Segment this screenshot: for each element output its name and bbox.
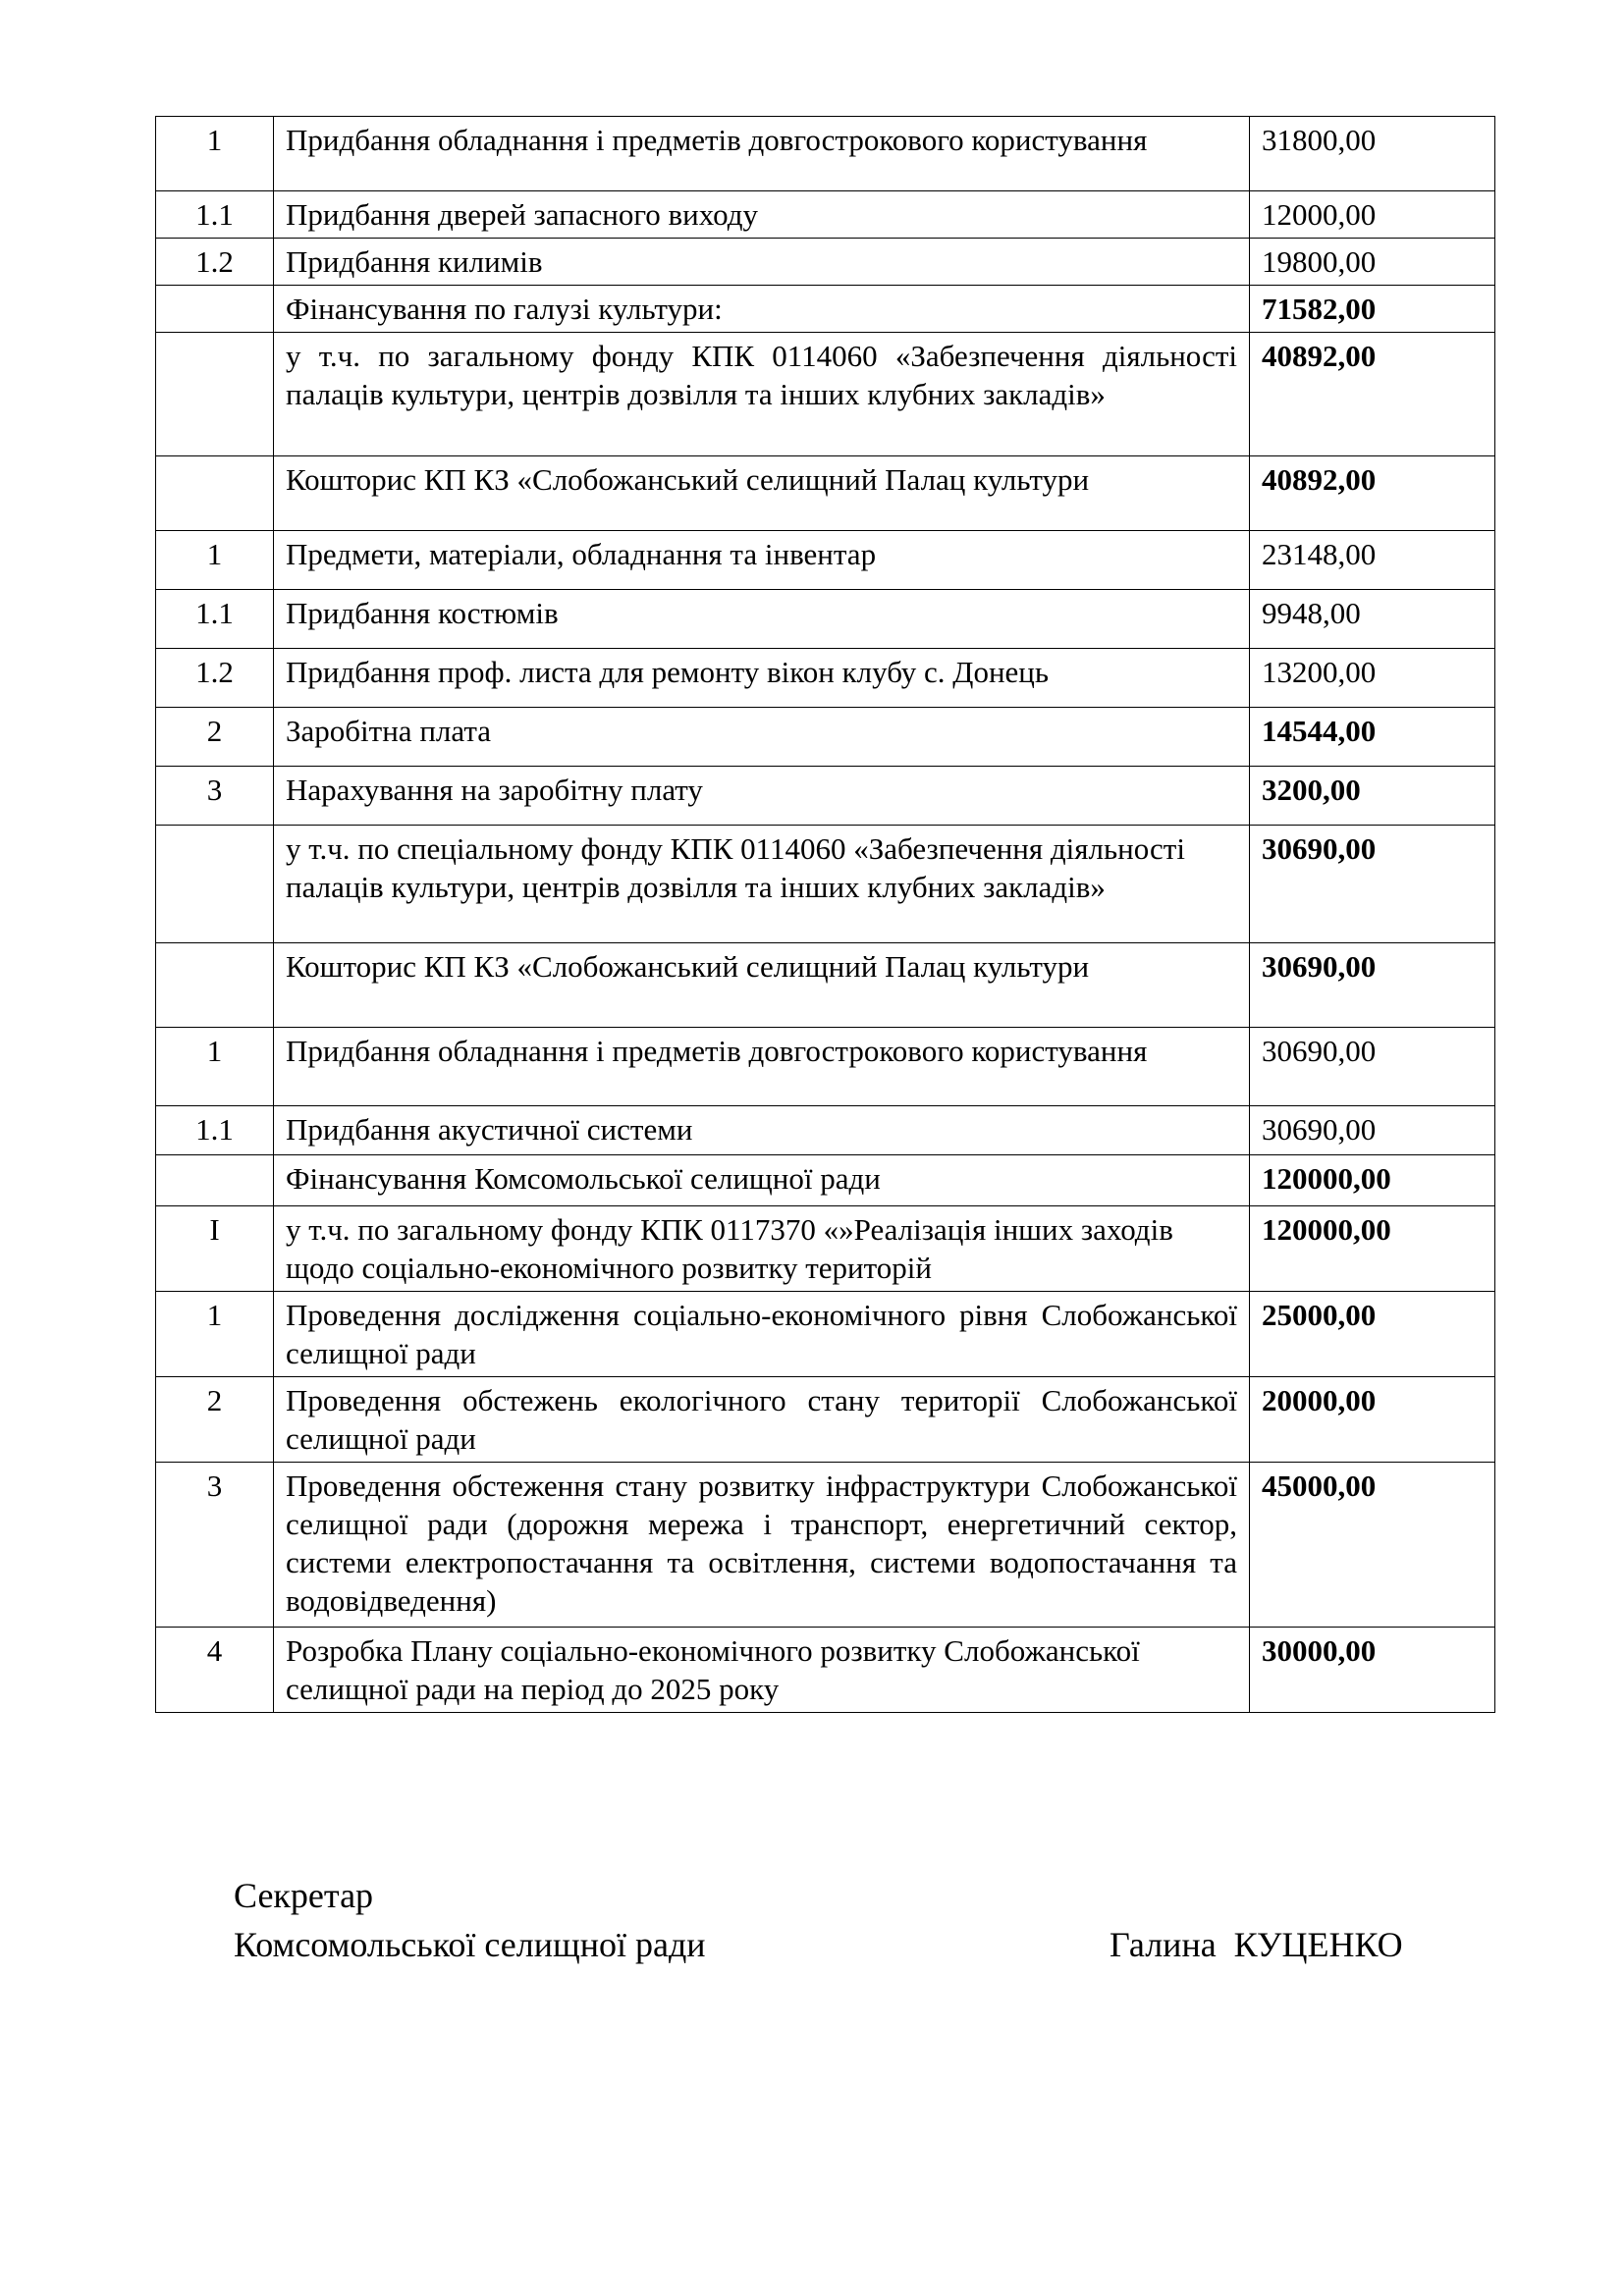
- amount-cell: 19800,00: [1250, 239, 1495, 286]
- description-cell: Придбання акустичної системи: [274, 1106, 1250, 1155]
- table-row: [156, 943, 1495, 1028]
- amount-cell: 120000,00: [1250, 1206, 1495, 1292]
- description-cell: Придбання килимів: [274, 239, 1250, 286]
- table-row: [156, 767, 1495, 826]
- amount-cell: 45000,00: [1250, 1463, 1495, 1628]
- row-number-cell: 1.1: [156, 590, 274, 649]
- description-cell: Розробка Плану соціально-економічного розвитку Слобожанської селищної ради на період до 2025 року: [274, 1628, 1250, 1713]
- budget-table: [155, 116, 1495, 1713]
- amount-cell: 3200,00: [1250, 767, 1495, 826]
- description-cell: Придбання костюмів: [274, 590, 1250, 649]
- table-row: [156, 191, 1495, 239]
- row-number-cell: 1: [156, 1028, 274, 1106]
- amount-cell: 30690,00: [1250, 1028, 1495, 1106]
- amount-cell: 30690,00: [1250, 826, 1495, 943]
- signer-name: Галина КУЦЕНКО: [1110, 1925, 1403, 1964]
- description-cell: Нарахування на заробітну плату: [274, 767, 1250, 826]
- signature-title-line1: Секретар: [234, 1876, 374, 1915]
- amount-cell: 30690,00: [1250, 1106, 1495, 1155]
- amount-cell: 31800,00: [1250, 117, 1495, 191]
- table-row: [156, 333, 1495, 456]
- description-cell: Кошторис КП КЗ «Слобожанський селищний Палац культури: [274, 943, 1250, 1028]
- amount-cell: 14544,00: [1250, 708, 1495, 767]
- row-number-cell: 1: [156, 531, 274, 590]
- amount-cell: 71582,00: [1250, 286, 1495, 333]
- amount-cell: 40892,00: [1250, 456, 1495, 531]
- description-cell: Фінансування Комсомольської селищної ради: [274, 1155, 1250, 1206]
- table-row: [156, 1628, 1495, 1713]
- amount-cell: 12000,00: [1250, 191, 1495, 239]
- description-cell: у т.ч. по загальному фонду КПК 0117370 «»Реалізація інших заходів щодо соціально-економічного розвитку територій: [274, 1206, 1250, 1292]
- description-cell: у т.ч. по загальному фонду КПК 0114060 «Забезпечення діяльності палаців культури, центрів дозвілля та інших клубних закладів»: [274, 333, 1250, 456]
- row-number-cell: 2: [156, 708, 274, 767]
- table-row: [156, 117, 1495, 191]
- row-number-cell: [156, 333, 274, 456]
- row-number-cell: I: [156, 1206, 274, 1292]
- row-number-cell: 1: [156, 1292, 274, 1377]
- table-row: [156, 531, 1495, 590]
- table-row: [156, 1377, 1495, 1463]
- amount-cell: 25000,00: [1250, 1292, 1495, 1377]
- budget-table-body: [156, 117, 1495, 1713]
- table-row: [156, 239, 1495, 286]
- description-cell: Придбання обладнання і предметів довгострокового користування: [274, 1028, 1250, 1106]
- description-cell: Проведення дослідження соціально-економічного рівня Слобожанської селищної ради: [274, 1292, 1250, 1377]
- description-cell: Заробітна плата: [274, 708, 1250, 767]
- signature-title-line2: Комсомольської селищної ради: [234, 1925, 706, 1964]
- table-row: [156, 1155, 1495, 1206]
- amount-cell: 13200,00: [1250, 649, 1495, 708]
- amount-cell: 40892,00: [1250, 333, 1495, 456]
- row-number-cell: 1.1: [156, 191, 274, 239]
- amount-cell: 20000,00: [1250, 1377, 1495, 1463]
- description-cell: Фінансування по галузі культури:: [274, 286, 1250, 333]
- table-row: [156, 1292, 1495, 1377]
- table-row: [156, 286, 1495, 333]
- amount-cell: 9948,00: [1250, 590, 1495, 649]
- table-row: [156, 1206, 1495, 1292]
- table-row: [156, 456, 1495, 531]
- row-number-cell: 3: [156, 767, 274, 826]
- amount-cell: 30690,00: [1250, 943, 1495, 1028]
- row-number-cell: [156, 943, 274, 1028]
- description-cell: Придбання проф. листа для ремонту вікон клубу с. Донець: [274, 649, 1250, 708]
- description-cell: Предмети, матеріали, обладнання та інвентар: [274, 531, 1250, 590]
- description-cell: Кошторис КП КЗ «Слобожанський селищний Палац культури: [274, 456, 1250, 531]
- description-cell: Проведення обстеження стану розвитку інфраструктури Слобожанської селищної ради (дорожня мережа і транспорт, енергетичний сектор, системи електропостачання та освітлення, системи водопостачання та водовідведення): [274, 1463, 1250, 1628]
- row-number-cell: 2: [156, 1377, 274, 1463]
- table-row: [156, 826, 1495, 943]
- amount-cell: 120000,00: [1250, 1155, 1495, 1206]
- table-row: [156, 649, 1495, 708]
- table-row: [156, 1463, 1495, 1628]
- row-number-cell: 4: [156, 1628, 274, 1713]
- table-row: [156, 1028, 1495, 1106]
- row-number-cell: [156, 286, 274, 333]
- description-cell: Проведення обстежень екологічного стану території Слобожанської селищної ради: [274, 1377, 1250, 1463]
- row-number-cell: [156, 826, 274, 943]
- row-number-cell: 1.2: [156, 649, 274, 708]
- row-number-cell: 3: [156, 1463, 274, 1628]
- signature-block: [234, 1871, 706, 1969]
- row-number-cell: [156, 456, 274, 531]
- row-number-cell: 1.2: [156, 239, 274, 286]
- description-cell: Придбання дверей запасного виходу: [274, 191, 1250, 239]
- row-number-cell: 1: [156, 117, 274, 191]
- amount-cell: 30000,00: [1250, 1628, 1495, 1713]
- table-row: [156, 708, 1495, 767]
- table-row: [156, 590, 1495, 649]
- description-cell: Придбання обладнання і предметів довгострокового користування: [274, 117, 1250, 191]
- row-number-cell: 1.1: [156, 1106, 274, 1155]
- table-row: [156, 1106, 1495, 1155]
- row-number-cell: [156, 1155, 274, 1206]
- description-cell: у т.ч. по спеціальному фонду КПК 0114060 «Забезпечення діяльності палаців культури, центрів дозвілля та інших клубних закладів»: [274, 826, 1250, 943]
- amount-cell: 23148,00: [1250, 531, 1495, 590]
